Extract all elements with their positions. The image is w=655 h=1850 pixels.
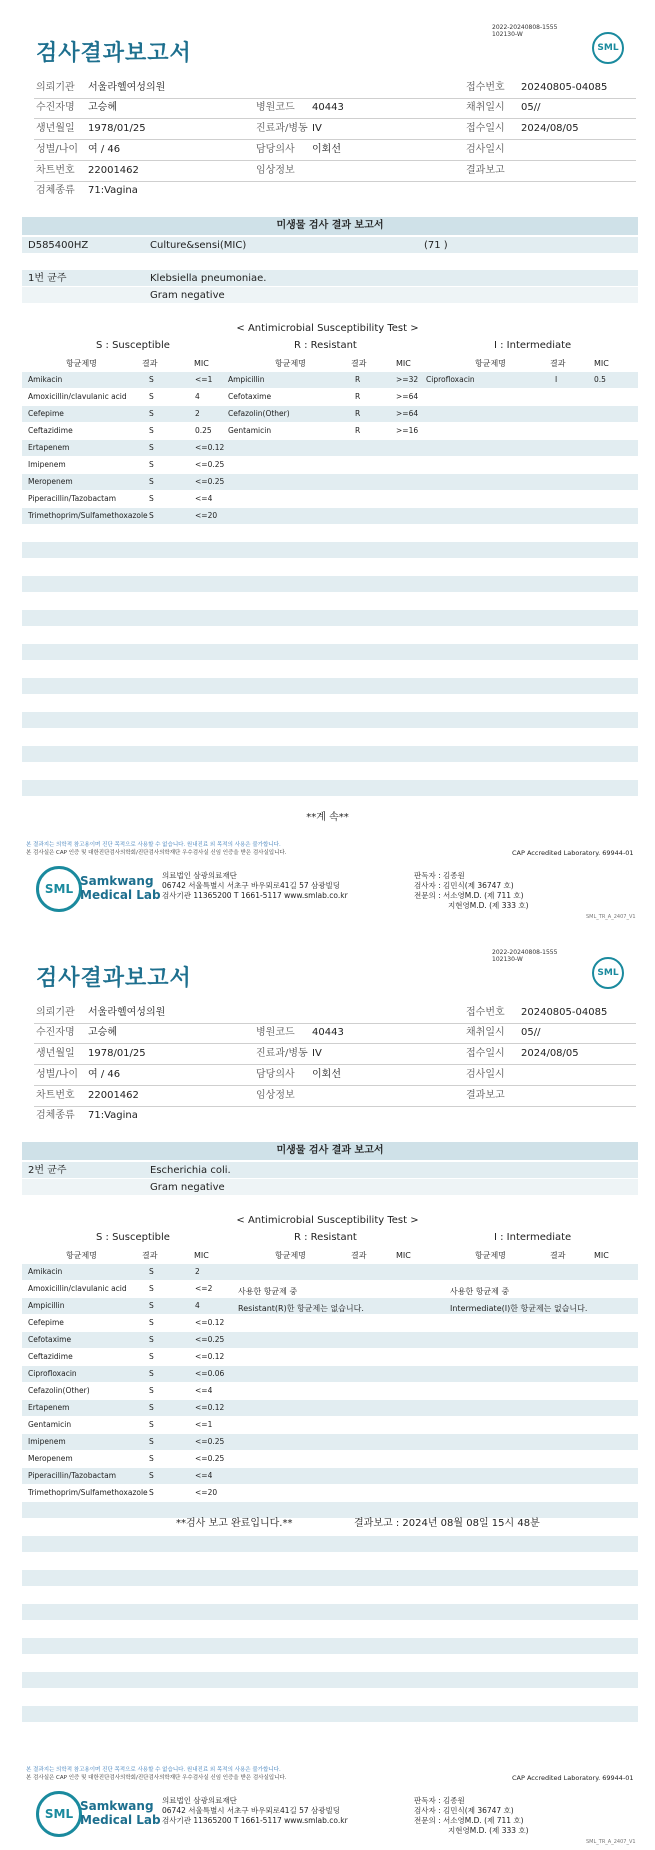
req-org: 서울라헬여성의원	[88, 1007, 166, 1018]
drug-name: Imipenem	[28, 460, 66, 469]
mic-value: 4	[195, 392, 200, 401]
col-header-drug: 항균제명	[475, 1251, 506, 1260]
brand-name: Samkwang Medical Lab	[80, 1799, 161, 1827]
drug-name: Meropenem	[28, 477, 73, 486]
signature-block: 판독자 : 김종원 검사자 : 김민식(제 36747 호) 전문의 : 서소영M.D. (제 711 호) 지현영M.D. (제 333 호)	[414, 1796, 529, 1835]
mic-value: <=1	[195, 1420, 213, 1429]
result-value: S	[149, 1369, 154, 1378]
legend-r: R : Resistant	[294, 1232, 357, 1243]
result-value: S	[149, 1488, 154, 1497]
row-band	[22, 237, 638, 253]
row-band	[22, 1706, 638, 1722]
drug-name: Ampicillin	[28, 1301, 65, 1310]
form-code: SML_TR_A_2407_V1	[586, 914, 636, 920]
hosp-code-label: 병원코드	[256, 1027, 295, 1038]
mic-value: <=4	[195, 494, 213, 503]
result-value: S	[149, 1386, 154, 1395]
doc-id: 2022-20240808-1555 102130-W	[492, 24, 558, 38]
result-value: S	[149, 1301, 154, 1310]
page-title: 검사결과보고서	[36, 966, 192, 991]
test-date-label: 검사일시	[466, 144, 505, 155]
result-value: S	[149, 1318, 154, 1327]
col-header-mic: MIC	[396, 1251, 411, 1260]
result-value: S	[149, 1352, 154, 1361]
mic-value: <=1	[195, 375, 213, 384]
mic-value: >=64	[396, 409, 419, 418]
legend-r: R : Resistant	[294, 340, 357, 351]
mic-value: <=0.12	[195, 1352, 225, 1361]
row-band	[22, 542, 638, 558]
dept-label: 진료과/병동	[256, 1048, 308, 1059]
org1-name: Klebsiella pneumoniae.	[150, 273, 267, 284]
mic-value: <=0.12	[195, 443, 225, 452]
legend-s: S : Susceptible	[96, 340, 170, 351]
result-value: S	[149, 511, 154, 520]
org1-gram: Gram negative	[150, 290, 225, 301]
mic-value: 2	[195, 1267, 200, 1276]
drug-name: Trimethoprim/Sulfamethoxazole	[28, 1488, 148, 1497]
result-value: S	[149, 1471, 154, 1480]
cap-accreditation: CAP Accredited Laboratory. 69944-01	[512, 1774, 634, 1782]
result-value: S	[149, 1403, 154, 1412]
sml-logo: SML	[36, 1791, 82, 1837]
row-band	[22, 678, 638, 694]
mic-value: <=0.25	[195, 1454, 225, 1463]
collect-date: 05//	[521, 1027, 541, 1038]
drug-name: Trimethoprim/Sulfamethoxazole	[28, 511, 148, 520]
address-block: 의료법인 삼광의료재단 06742 서울특별시 서초구 바우뫼로41길 57 삼광빌딩 검사기관 11365200 T 1661-5117 www.smlab.co.kr	[162, 1796, 348, 1825]
r-note-1: 사용한 항균제 중	[238, 1287, 298, 1296]
result-report-label: 결과보고	[466, 1090, 505, 1101]
result-report-line: 결과보고 : 2024년 08월 08일 15시 48분	[354, 1518, 540, 1529]
drug-name: Meropenem	[28, 1454, 73, 1463]
drug-name: Gentamicin	[228, 426, 272, 435]
mic-value: <=0.12	[195, 1318, 225, 1327]
drug-name: Ceftazidime	[28, 426, 73, 435]
row-band	[22, 406, 638, 422]
doctor-label: 담당의사	[256, 1069, 295, 1080]
specimen: 71:Vagina	[88, 185, 138, 196]
result-value: R	[355, 426, 361, 435]
result-value: R	[355, 375, 361, 384]
mic-value: 0.25	[195, 426, 212, 435]
receipt-no-label: 접수번호	[466, 82, 505, 93]
mic-value: <=0.12	[195, 1403, 225, 1412]
row-band	[22, 372, 638, 388]
result-value: S	[149, 1454, 154, 1463]
result-value: S	[149, 460, 154, 469]
receipt-date-label: 접수일시	[466, 123, 505, 134]
col-header-result: 결과	[351, 359, 367, 368]
r-note-2: Resistant(R)한 항균제는 없습니다.	[238, 1304, 364, 1313]
org2-name: Escherichia coli.	[150, 1165, 231, 1176]
test-num: (71 )	[424, 240, 448, 251]
row-band	[22, 1162, 638, 1178]
req-org-label: 의뢰기관	[36, 82, 75, 93]
doc-id: 2022-20240808-1555 102130-W	[492, 949, 558, 963]
drug-name: Cefazolin(Other)	[28, 1386, 90, 1395]
birth-label: 생년월일	[36, 123, 75, 134]
row-band	[22, 287, 638, 303]
req-org: 서울라헬여성의원	[88, 82, 166, 93]
micro-header: 미생물 검사 결과 보고서	[22, 1142, 638, 1160]
drug-name: Cefazolin(Other)	[228, 409, 290, 418]
result-value: S	[149, 392, 154, 401]
row-band	[22, 1332, 638, 1348]
divider	[34, 1064, 636, 1065]
col-header-mic: MIC	[594, 1251, 609, 1260]
drug-name: Cefotaxime	[28, 1335, 72, 1344]
chart-no: 22001462	[88, 165, 139, 176]
hosp-code: 40443	[312, 102, 344, 113]
hosp-code-label: 병원코드	[256, 102, 295, 113]
mic-value: <=0.25	[195, 1437, 225, 1446]
drug-name: Cefotaxime	[228, 392, 272, 401]
dept: IV	[312, 1048, 322, 1059]
drug-name: Cefepime	[28, 1318, 64, 1327]
col-header-drug: 항균제명	[275, 1251, 306, 1260]
row-band	[22, 1179, 638, 1195]
test-name: Culture&sensi(MIC)	[150, 240, 247, 251]
doctor-label: 담당의사	[256, 144, 295, 155]
row-band	[22, 1570, 638, 1586]
row-band	[22, 440, 638, 456]
drug-name: Imipenem	[28, 1437, 66, 1446]
row-band	[22, 610, 638, 626]
signature-block: 판독자 : 김종원 검사자 : 김민식(제 36747 호) 전문의 : 서소영M.D. (제 711 호) 지현영M.D. (제 333 호)	[414, 871, 529, 910]
i-note-1: 사용한 항균제 중	[450, 1287, 510, 1296]
legend-i: I : Intermediate	[494, 340, 572, 351]
micro-header: 미생물 검사 결과 보고서	[22, 217, 638, 235]
col-header-mic: MIC	[194, 1251, 209, 1260]
row-band	[22, 1264, 638, 1280]
chart-no: 22001462	[88, 1090, 139, 1101]
drug-name: Ceftazidime	[28, 1352, 73, 1361]
col-header-drug: 항균제명	[475, 359, 506, 368]
patient-name: 고승혜	[88, 1027, 117, 1038]
test-code: D585400HZ	[28, 240, 89, 251]
receipt-date: 2024/08/05	[521, 1048, 579, 1059]
col-header-mic: MIC	[594, 359, 609, 368]
row-band	[22, 780, 638, 796]
collect-date: 05//	[521, 102, 541, 113]
address-block: 의료법인 삼광의료재단 06742 서울특별시 서초구 바우뫼로41길 57 삼광빌딩 검사기관 11365200 T 1661-5117 www.smlab.co.kr	[162, 871, 348, 900]
org2-gram: Gram negative	[150, 1182, 225, 1193]
clinical-label: 임상정보	[256, 165, 295, 176]
collect-date-label: 채취일시	[466, 102, 505, 113]
result-value: S	[149, 375, 154, 384]
mic-value: >=16	[396, 426, 419, 435]
divider	[34, 181, 636, 182]
row-band	[22, 270, 638, 286]
receipt-no: 20240805-04085	[521, 1007, 608, 1018]
divider	[34, 139, 636, 140]
result-value: S	[149, 1284, 154, 1293]
mic-value: <=20	[195, 1488, 218, 1497]
result-value: R	[355, 409, 361, 418]
mic-value: <=0.25	[195, 1335, 225, 1344]
col-header-mic: MIC	[396, 359, 411, 368]
specimen: 71:Vagina	[88, 1110, 138, 1121]
divider	[34, 1043, 636, 1044]
receipt-no: 20240805-04085	[521, 82, 608, 93]
sex-age: 여 / 46	[88, 1069, 121, 1080]
row-band	[22, 644, 638, 660]
col-header-drug: 항균제명	[275, 359, 306, 368]
divider	[34, 1023, 636, 1024]
birth: 1978/01/25	[88, 123, 146, 134]
mic-value: >=32	[396, 375, 419, 384]
footer-note: 본 결과지는 의학적 참고용이며 진단 목적으로 사용할 수 없습니다. 원내진료 외 목적의 사용은 불가합니다.	[26, 842, 281, 848]
row-band	[22, 1638, 638, 1654]
col-header-result: 결과	[550, 359, 566, 368]
patient-label: 수진자명	[36, 102, 75, 113]
ast-title: < Antimicrobial Susceptibility Test >	[236, 1215, 419, 1226]
report-page-2	[0, 925, 655, 1850]
divider	[34, 1106, 636, 1107]
legend-s: S : Susceptible	[96, 1232, 170, 1243]
col-header-mic: MIC	[194, 359, 209, 368]
legend-i: I : Intermediate	[494, 1232, 572, 1243]
doctor: 이회선	[312, 1069, 341, 1080]
complete-text: **검사 보고 완료입니다.**	[176, 1518, 293, 1529]
divider	[34, 160, 636, 161]
col-header-result: 결과	[550, 1251, 566, 1260]
sml-logo: SML	[592, 32, 624, 64]
result-value: S	[149, 1267, 154, 1276]
clinical-label: 임상정보	[256, 1090, 295, 1101]
doctor: 이회선	[312, 144, 341, 155]
mic-value: <=2	[195, 1284, 213, 1293]
chart-no-label: 차트번호	[36, 1090, 75, 1101]
dept: IV	[312, 123, 322, 134]
drug-name: Ampicillin	[228, 375, 265, 384]
mic-value: <=0.25	[195, 477, 225, 486]
mic-value: 4	[195, 1301, 200, 1310]
col-header-drug: 항균제명	[66, 1251, 97, 1260]
row-band	[22, 746, 638, 762]
footer-note: 본 검사실은 CAP 인증 및 대한진단검사의학회/진단검사의학재단 우수검사실 신임 인증을 받은 검사실입니다.	[26, 1775, 287, 1781]
patient-name: 고승혜	[88, 102, 117, 113]
specimen-label: 검체종류	[36, 185, 75, 196]
result-value: S	[149, 1335, 154, 1344]
col-header-result: 결과	[142, 359, 158, 368]
drug-name: Ciprofloxacin	[28, 1369, 77, 1378]
receipt-no-label: 접수번호	[466, 1007, 505, 1018]
result-value: S	[149, 1437, 154, 1446]
drug-name: Gentamicin	[28, 1420, 72, 1429]
org2-label: 2번 균주	[28, 1165, 67, 1176]
receipt-date-label: 접수일시	[466, 1048, 505, 1059]
result-value: S	[149, 477, 154, 486]
sex-age-label: 성별/나이	[36, 1069, 79, 1080]
mic-value: <=20	[195, 511, 218, 520]
result-value: S	[149, 426, 154, 435]
birth-label: 생년월일	[36, 1048, 75, 1059]
row-band	[22, 576, 638, 592]
divider	[34, 1085, 636, 1086]
footer-note: 본 결과지는 의학적 참고용이며 진단 목적으로 사용할 수 없습니다. 원내진료 외 목적의 사용은 불가합니다.	[26, 1767, 281, 1773]
page-title: 검사결과보고서	[36, 41, 192, 66]
row-band	[22, 1604, 638, 1620]
drug-name: Ciprofloxacin	[426, 375, 475, 384]
col-header-drug: 항균제명	[66, 359, 97, 368]
drug-name: Ertapenem	[28, 443, 70, 452]
row-band	[22, 1536, 638, 1552]
sex-age: 여 / 46	[88, 144, 121, 155]
sex-age-label: 성별/나이	[36, 144, 79, 155]
sml-logo: SML	[592, 957, 624, 989]
drug-name: Amikacin	[28, 1267, 63, 1276]
result-value: S	[149, 443, 154, 452]
drug-name: Amoxicillin/clavulanic acid	[28, 392, 127, 401]
collect-date-label: 채취일시	[466, 1027, 505, 1038]
mic-value: 0.5	[594, 375, 606, 384]
col-header-result: 결과	[351, 1251, 367, 1260]
col-header-result: 결과	[142, 1251, 158, 1260]
org1-label: 1번 균주	[28, 273, 67, 284]
mic-value: <=4	[195, 1386, 213, 1395]
result-value: R	[355, 392, 361, 401]
drug-name: Amoxicillin/clavulanic acid	[28, 1284, 127, 1293]
row-band	[22, 474, 638, 490]
row-band	[22, 1672, 638, 1688]
test-date-label: 검사일시	[466, 1069, 505, 1080]
row-band	[22, 1502, 638, 1518]
hosp-code: 40443	[312, 1027, 344, 1038]
mic-value: <=0.25	[195, 460, 225, 469]
receipt-date: 2024/08/05	[521, 123, 579, 134]
chart-no-label: 차트번호	[36, 165, 75, 176]
continue-text: **계 속**	[306, 812, 349, 823]
req-org-label: 의뢰기관	[36, 1007, 75, 1018]
ast-title: < Antimicrobial Susceptibility Test >	[236, 323, 419, 334]
result-value: S	[149, 1420, 154, 1429]
drug-name: Amikacin	[28, 375, 63, 384]
brand-name: Samkwang Medical Lab	[80, 874, 161, 902]
divider	[34, 98, 636, 99]
sml-logo: SML	[36, 866, 82, 912]
specimen-label: 검체종류	[36, 1110, 75, 1121]
birth: 1978/01/25	[88, 1048, 146, 1059]
row-band	[22, 1400, 638, 1416]
footer-note: 본 검사실은 CAP 인증 및 대한진단검사의학회/진단검사의학재단 우수검사실 신임 인증을 받은 검사실입니다.	[26, 850, 287, 856]
drug-name: Cefepime	[28, 409, 64, 418]
patient-label: 수진자명	[36, 1027, 75, 1038]
drug-name: Ertapenem	[28, 1403, 70, 1412]
result-value: S	[149, 409, 154, 418]
drug-name: Piperacillin/Tazobactam	[28, 1471, 117, 1480]
cap-accreditation: CAP Accredited Laboratory. 69944-01	[512, 849, 634, 857]
i-note-2: Intermediate(I)한 항균제는 없습니다.	[450, 1304, 588, 1313]
row-band	[22, 1434, 638, 1450]
result-report-label: 결과보고	[466, 165, 505, 176]
result-value: I	[555, 375, 558, 384]
row-band	[22, 712, 638, 728]
form-code: SML_TR_A_2407_V1	[586, 1839, 636, 1845]
mic-value: <=0.06	[195, 1369, 225, 1378]
row-band	[22, 1366, 638, 1382]
mic-value: 2	[195, 409, 200, 418]
dept-label: 진료과/병동	[256, 123, 308, 134]
result-value: S	[149, 494, 154, 503]
divider	[34, 118, 636, 119]
mic-value: >=64	[396, 392, 419, 401]
drug-name: Piperacillin/Tazobactam	[28, 494, 117, 503]
mic-value: <=4	[195, 1471, 213, 1480]
